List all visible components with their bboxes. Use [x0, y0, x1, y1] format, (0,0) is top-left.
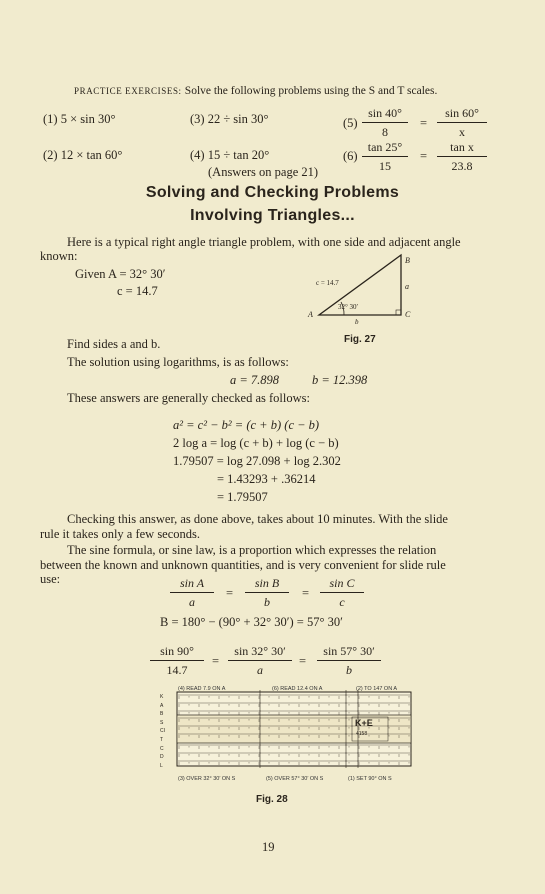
equation-term-2 — [228, 644, 292, 678]
problem-5-right-fraction — [437, 106, 487, 140]
hypotenuse-label: c = 14.7 — [316, 279, 339, 287]
fraction-numerator: tan x — [437, 140, 487, 157]
fraction-numerator: sin 60° — [437, 106, 487, 123]
check-line-5: = 1.79507 — [217, 490, 268, 504]
vertex-A: A — [308, 310, 313, 319]
fraction-denominator: x — [459, 125, 465, 139]
fraction-numerator: sin A — [170, 576, 214, 593]
fraction-numerator: tan 25° — [362, 140, 408, 157]
scale-letter: B — [160, 711, 164, 718]
equals-sign: = — [226, 586, 234, 600]
problem-6-number: (6) — [343, 149, 358, 163]
fraction-numerator: sin 57° 30′ — [317, 644, 381, 661]
annotation-over-32: (3) OVER 32° 30′ ON S — [178, 776, 236, 782]
scale-letter: A — [160, 702, 164, 709]
equals-sign: = — [420, 116, 428, 130]
check-intro: These answers are generally checked as follows: — [67, 391, 310, 405]
annotation-over-57: (5) OVER 57° 30′ ON S — [266, 776, 324, 782]
problem-6-left-fraction — [362, 140, 408, 174]
fraction-numerator: sin B — [245, 576, 289, 593]
angle-label: 32° 30′ — [338, 303, 359, 311]
fraction-numerator: sin 90° — [150, 644, 204, 661]
scale-letter: K — [160, 694, 164, 700]
right-angle-mark — [396, 310, 401, 315]
fraction-denominator: 15 — [379, 159, 391, 173]
scale-letter: CI — [160, 728, 165, 735]
section-heading-line-2: Involving Triangles... — [190, 207, 355, 224]
side-a-label: a — [405, 282, 409, 291]
check-line-3: 1.79507 = log 27.098 + log 2.302 — [173, 454, 341, 468]
scale-letter: C — [160, 745, 164, 752]
scale-letter: D — [160, 754, 164, 761]
equals-sign: = — [420, 149, 428, 163]
fraction-denominator: 23.8 — [451, 159, 473, 173]
vertex-C: C — [405, 310, 411, 319]
fraction-numerator: sin 32° 30′ — [228, 644, 292, 661]
equals-sign: = — [212, 654, 220, 668]
practice-intro — [74, 84, 437, 98]
fraction-denominator: 8 — [382, 125, 388, 139]
scale-letter: L — [160, 762, 163, 769]
equals-sign: = — [299, 654, 307, 668]
scale-letter: S — [160, 719, 164, 726]
answers-note: (Answers on page 21) — [208, 165, 319, 179]
check-line-2: 2 log a = log (c + b) + log (c − b) — [173, 436, 339, 450]
fraction-denominator: b — [264, 595, 270, 609]
fig-28-caption: Fig. 28 — [256, 794, 288, 805]
fraction-numerator: sin C — [320, 576, 364, 593]
fraction-denominator: b — [346, 663, 352, 677]
scale-letter: T — [160, 737, 164, 743]
page-number: 19 — [262, 840, 275, 854]
practice-label: PRACTICE EXERCISES: — [74, 86, 182, 96]
para2-line-1: The sine formula, or sine law, is a proportion which expresses the relation — [67, 543, 437, 557]
given-side: c = 14.7 — [117, 284, 158, 298]
annotation-read-a: (4) READ 7.9 ON A — [178, 686, 226, 692]
para2-line-2: between the known and unknown quantities, and is very convenient for slide rule — [40, 558, 446, 572]
fraction-denominator: c — [339, 595, 345, 609]
check-line-4: = 1.43293 + .36214 — [217, 472, 316, 486]
check-line-1: a² = c² − b² = (c + b) (c − b) — [173, 418, 320, 432]
para1-line-1: Checking this answer, as done above, takes about 10 minutes. With the slide — [67, 512, 448, 526]
problem-2: (2) 12 × tan 60° — [43, 148, 123, 162]
problem-5-number: (5) — [343, 116, 358, 130]
equation-term-3 — [317, 644, 381, 678]
para2-line-3: use: — [40, 572, 61, 586]
para1-line-2: rule it takes only a few seconds. — [40, 527, 201, 541]
sine-law-term-c — [320, 576, 364, 610]
intro-line-1: Here is a typical right angle triangle problem, with one side and adjacent angle — [67, 235, 461, 249]
section-heading-line-1: Solving and Checking Problems — [145, 184, 400, 201]
problem-1: (1) 5 × sin 30° — [43, 112, 116, 126]
solution-intro: The solution using logarithms, is as follows: — [67, 355, 289, 369]
annotation-read-b: (6) READ 12.4 ON A — [272, 686, 323, 692]
problem-6-right-fraction — [437, 140, 487, 174]
equation-term-1 — [150, 644, 204, 678]
intro-line-2: known: — [40, 249, 78, 263]
annotation-to-147: (2) TO 147 ON A — [356, 686, 398, 692]
triangle-diagram — [300, 248, 440, 348]
solution-b: b = 12.398 — [312, 373, 368, 387]
sine-law-term-a — [170, 576, 214, 610]
brand-logo: K+E — [355, 718, 373, 728]
vertex-B: B — [405, 256, 410, 265]
sine-law-term-b — [245, 576, 289, 610]
side-b-label: b — [355, 318, 359, 326]
practice-instructions: Solve the following problems using the S and T scales. — [184, 85, 438, 97]
find-sides: Find sides a and b. — [67, 337, 161, 351]
annotation-set-90: (1) SET 90° ON S — [348, 776, 392, 782]
solution-a: a = 7.898 — [230, 373, 280, 387]
equals-sign: = — [302, 586, 310, 600]
angle-b-calculation: B = 180° − (90° + 32° 30′) = 57° 30′ — [160, 615, 343, 629]
slide-rule-slide — [177, 715, 411, 743]
fraction-denominator: a — [257, 663, 263, 677]
fraction-numerator: sin 40° — [362, 106, 408, 123]
fraction-denominator: a — [189, 595, 195, 609]
problem-4: (4) 15 ÷ tan 20° — [190, 148, 270, 162]
given-angle: Given A = 32° 30′ — [75, 267, 166, 281]
model-number: 4158 — [356, 731, 368, 737]
problem-5-left-fraction — [362, 106, 408, 140]
fig-27-caption: Fig. 27 — [344, 334, 376, 345]
slide-rule-diagram — [150, 690, 415, 770]
problem-3: (3) 22 ÷ sin 30° — [190, 112, 269, 126]
fraction-denominator: 14.7 — [166, 663, 188, 677]
